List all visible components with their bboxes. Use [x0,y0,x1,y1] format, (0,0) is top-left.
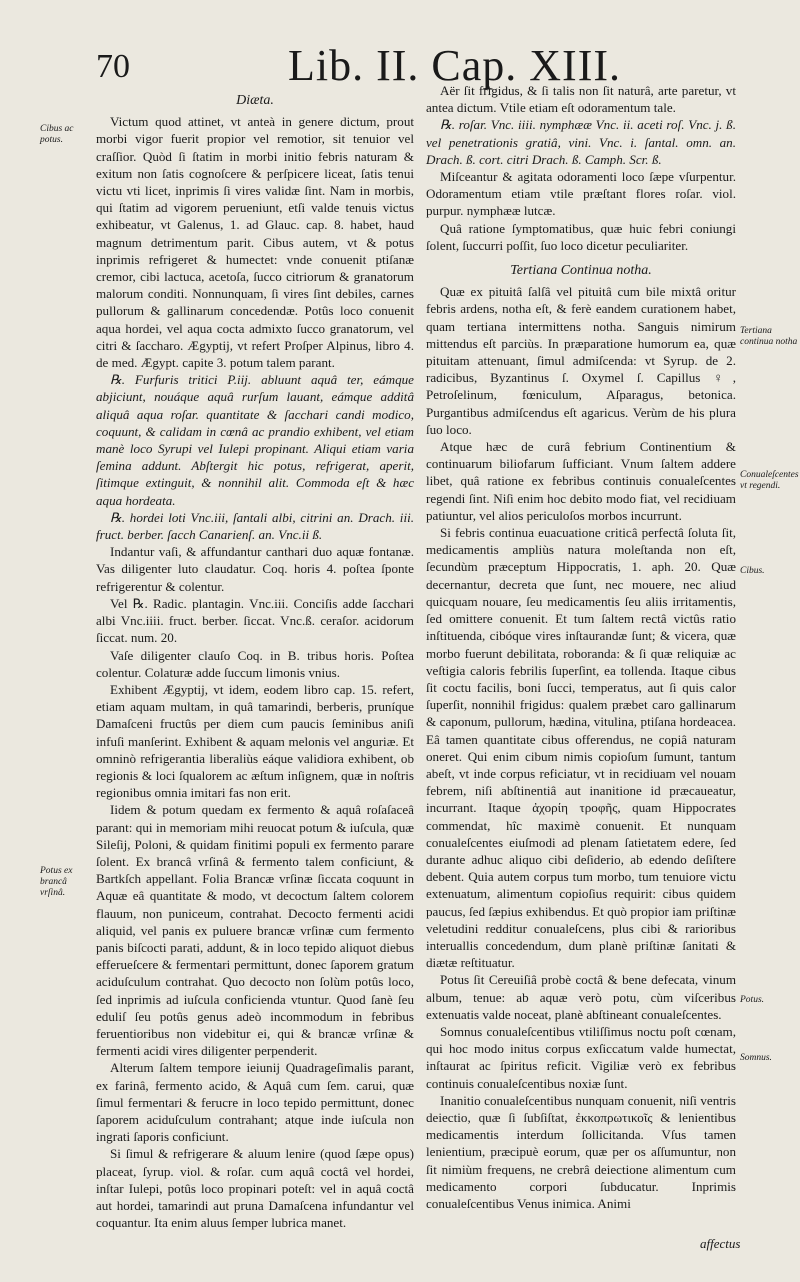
paragraph: Quæ ex pituitâ ſalſâ vel pituitâ cum bile mixtâ oritur febris ardens, notha eſt, & ferè eandem curationem habet, quam tertiana intermittens notha. Sanguis nimirum mittendus eſt parciùs. In præparatione humorum ea, quæ pituitam attenuant, ſimul admiſcenda: vt Syrup. de 2. radicibus, Byzantinus ſ. Oxymel ſ. Capillus ♀, Petroſelinum, fœniculum, Aſparagus, betonica. Purgantibus admiſcendus eſt agaricus. Verùm de his plura ſuo loco. [426,284,736,437]
paragraph: Atque hæc de curâ febrium Continentium & continuarum biliofarum ſufficiant. Vnum ſaltem addere libet, quâ ratione ex febribus continuis conualeſcentes regendi ſint. Niſi enim hoc debito modo fiat, vel recidiuam patiuntur, vel alios periculoſos morbos incurrunt. [426,439,736,523]
section-heading-tertiana: Tertiana Continua notha. [510,263,652,279]
margin-note-potus-ex-branca: Potus ex brancâ vrſinâ. [40,866,73,898]
recipe-paragraph: ℞. roſar. Vnc. iiii. nymphææ Vnc. ii. aceti roſ. Vnc. j. ß. vel penetrationis gratiâ, vini. Vnc. i. ſantal. omn. an. Drach. ß. cort. citri Drach. ß. Camph. Scr. ß. [426,117,736,167]
paragraph: Iidem & potum quedam ex fermento & aquâ roſaſaceâ parant: qui in memoriam mihi reuocat potum & iuſcula, quæ Sileſij, Poloni, & quidam finitimi populi ex fermento parare ſolent. Ex brancâ vrſinâ & fermento talem conficiunt, & Bartkſch appellant. Folia Brancæ vrſinæ ſiccata coquunt in Aquæ eâ quantitate & modo, vt decoctum ſaltem colorem flauum, non puniceum, contrahat. Decocto fermenti acidi aliquid, vel panis ex puluere brancæ vrſinæ cum fermento panis biſcocti parati, addunt, & in loco tepido aliquot diebus efferueſcere & fermentari permittunt, donec ſaporem gratum aciduſculum contrahat. Quo decocto non ſolùm potûs loco, ſed inprimis ad iuſcula conficienda vtuntur. Quod ſanè ſeu eduliſ ſeu potûs genus adeò incommodum in febribus feruentioribus non videbitur ei, qui & brancæ vrſinæ & fermenti acidi vires diligenter perpenderit. [96,802,414,1059]
margin-note-conualescentes: Conualeſcentes vt regendi. [740,470,799,491]
catchword: affectus [700,1236,741,1251]
paragraph: Potus ſit Cereuiſiâ probè coctâ & bene defecata, vinum album, tenue: ab aquæ verò potu, cùm viſceribus extenuatis valde noceat, planè abſtineant conualeſcentes. [426,972,736,1022]
paragraph: Aër ſit frigidus, & ſi talis non ſit naturâ, arte paretur, vt antea dictum. Vtile etiam eſt odoramentum tale. [426,83,736,116]
paragraph: Inanitio conualeſcentibus nunquam conuenit, niſi ventris deiectio, quæ ſi ſubſiſtat, ἐκκοπρωτικοῖς & lenientibus medicamentis interdum ſollicitanda. Vſus tamen lenientium, præcipuè eorum, quæ per os aſſumuntur, non ſit nimiùm frequens, ne crebrâ deiectione alimentum cum medicamento corpori ſubducatur. Inprimis conualeſcentibus Venus inimica. Animi [426,1092,736,1211]
margin-note-tertiana: Tertiana continua notha [740,326,798,347]
recipe-paragraph: ℞. Furfuris tritici P.iij. abluunt aquâ ter, eámque abjiciunt, nouáque aquâ rurſum lauant, eámque additâ aliquâ aqua roſar. quantitate & ſacchari candi modico, coquunt, & calidam in cœnâ ac prandio exhibent, vel etiam manè loco Syrupi vel Iulepi propinant. Aliqui etiam varia ſemina addunt. Abſtergit hic potus, refrigerat, aperit, ſitimque extinguit, & nonnihil alit. Commoda eſt & hæc aqua hordeata. [96,372,414,508]
page-number: 70 [96,48,130,85]
recipe-paragraph: Vel ℞. Radic. plantagin. Vnc.iii. Conciſis adde ſacchari albi Vnc.iiii. fruct. berber. ſiccat. Vnc.ß. ceraſor. acidorum ſiccat. num. 20. [96,595,414,646]
running-head: Lib. II. Cap. XIII. [288,41,622,90]
paragraph: Victum quod attinet, vt anteà in genere dictum, prout morbi vigor fuerit propior vel remotior, sit tenuior vel craſſior. Quòd ſi ſtatim in morbi initio febris naturam & exitum non ſatis cognoſcere & perſpicere liceat, ſatis tenui victu vti licet, inprimis ſi vires validæ ſint. Nam in morbis, qui ſtatim ad vigorem perueniunt, etſi valde tenuis victus exhibeatur, vt Galenus, 1. ad Glauc. cap. 8. habet, haud magnum detrimentum parit. Cibus autem, vt & potus inprimis refrigeret & humectet: vnde conuenit ptiſanæ cremor, cibi lactuca, acetoſa, ſucco citriorum & granatorum malorum conditi. Nonnunquam, ſi vires ſint debiles, carnes pullorum & gallinarum concedendæ. Potûs loco conuenit aqua hordei, vel aqua cocta admixto ſucco granatorum, vel citri & ſaccharo. Ægyptij, vt refert Proſper Alpinus, libro 4. de med. Ægypt. capite 3. potum talem parant. [96,114,414,371]
paragraph: Alterum ſaltem tempore ieiunij Quadrageſimalis parant, ex farinâ, fermento acido, & Aquâ cum ſem. carui, quæ ſimul fermentari & ferucre in loco tepido permittunt, donec ſaporem aciduſculum contrahant; atque inde iuſcula non ingrati ſaporis conficiunt. [96,1060,414,1145]
paragraph: Si ſimul & refrigerare & aluum lenire (quod ſæpe opus) placeat, ſyrup. viol. & roſar. cum aquâ coctâ vel hordei, inſtar Iulepi, potûs loco propinari poteſt: vel in aquâ coctâ aut hordei, tamarindi aut pruna Damaſcena infundantur vel coquantur. Ita enim aluus ſemper lubrica manet. [96,1146,414,1231]
paragraph: Indantur vaſi, & affundantur canthari duo aquæ fontanæ. Vas diligenter luto claudatur. Coq. horis 4. poſtea ſponte refrigerentur & colentur. [96,544,414,594]
paragraph: Exhibent Ægyptij, vt idem, eodem libro cap. 15. refert, etiam aquam multam, in quâ tamarindi, berberis, pruníque Damaſceni fructûs per diem cum paucis ſeminibus aniſi infuſi manſerint. Exhibent & aquam melonis vel anguriæ. Et omninò refrigerantia liberaliùs eáque validiora exhibent, ob regionis & loci ſqualorem ac æſtum inſignem, quæ in noſtris regionibus omnia imitari fas non erit. [96,681,414,801]
right-column [426,82,736,1212]
margin-note-somnus: Somnus. [740,1053,772,1063]
left-column [96,82,414,1231]
paragraph: Somnus conualeſcentibus vtiliſſimus noctu poſt cœnam, qui hoc modo initus corpus exſiccatum valde humectat, inſtaurat ac ſpiritus reficit. Vigiliæ verò ex febribus continuis conualeſcentibus noxiæ ſunt. [426,1023,736,1091]
paragraph: Miſceantur & agitata odoramenti loco ſæpe vſurpentur. Odoramentum etiam vtile præſtant flores roſar. viol. purpur. nymphææ lutcæ. [426,169,736,219]
margin-note-cibus-ac-potus: Cibus ac potus. [40,124,74,145]
section-heading-diaeta: Diæta. [236,93,274,108]
paragraph: Vaſe diligenter clauſo Coq. in B. tribus horis. Poſtea colentur. Colaturæ adde ſuccum limonis vnius. [96,647,414,680]
paragraph: Si febris continua euacuatione criticâ perfectâ ſoluta ſit, medicamentis ampliùs natura moleſtanda non eſt, ſecundùm præceptum Hippocratis, 1. aph. 20. Quæ decernantur, decreta que ſunt, nec mouere, nec aliud quicquam nouare, ſeu medicamentis ſeu aliis irritamentis, ſed omittere conuenit. Et tum ſaltem rectâ victûs ratio inſtituenda, cibóque vires inſtaurandæ ſunt; & vicera, quæ morbo fuerunt debilitata, roboranda: & ſi quæ reliquiæ ac veſtigia caloris febrilis ſuperſint, ea tollenda. Itaque cibus ſit coctu facilis, boni ſucci, temperatus, aut ſi quis calor ſuperſit, nonnihil frigidus: qualem præbet caro gallinarum & caponum, pullorum, hædina, vitulina, ptiſana hordeacea. Eâ tamen quantitate cibus offerendus, ne copiâ naturam oneret. Qui enim cibum nimis copioſum ſumunt, tantum abeſt, vt inde corpus reficiatur, vt in recidiuam vel nouam febrem, niſi abſtinentiâ aut inanitione id præcaueatur, incurrant. Itaque ἀχορίη τροφῆς, quam Hippocrates commendat, hîc maximè conuenit. Et nunquam conualeſcentes eiuſmodi ad plenam ſatietatem edere, ſed durante adhuc aliquo cibi deſiderio, ab edendo deſiſtere debent. Quia autem corpus tum morbo, tum tenuiore victu extenuatum, alimentum copioſius requirit: cibus quidem paucus, ſed ſæpius exhibendus. Et quò propior iam priſtinæ veletudini redditur conualeſcens, plus cibi & rarioribus interuallis concedendum, dum planè priſtinæ ſanitati & diætæ reſtituatur. [426,525,736,971]
margin-note-potus: Potus. [740,995,765,1005]
recipe-paragraph: ℞. hordei loti Vnc.iii, ſantali albi, citrini an. Drach. iii. fruct. berber. ſacch Canarienſ. an. Vnc.ii ß. [96,509,414,543]
margin-note-cibus: Cibus. [740,566,765,576]
paragraph: Quâ ratione ſymptomatibus, quæ huic febri coniungi ſolent, ſuccurri poſſit, ſuo loco dicetur peculiariter. [426,220,736,253]
